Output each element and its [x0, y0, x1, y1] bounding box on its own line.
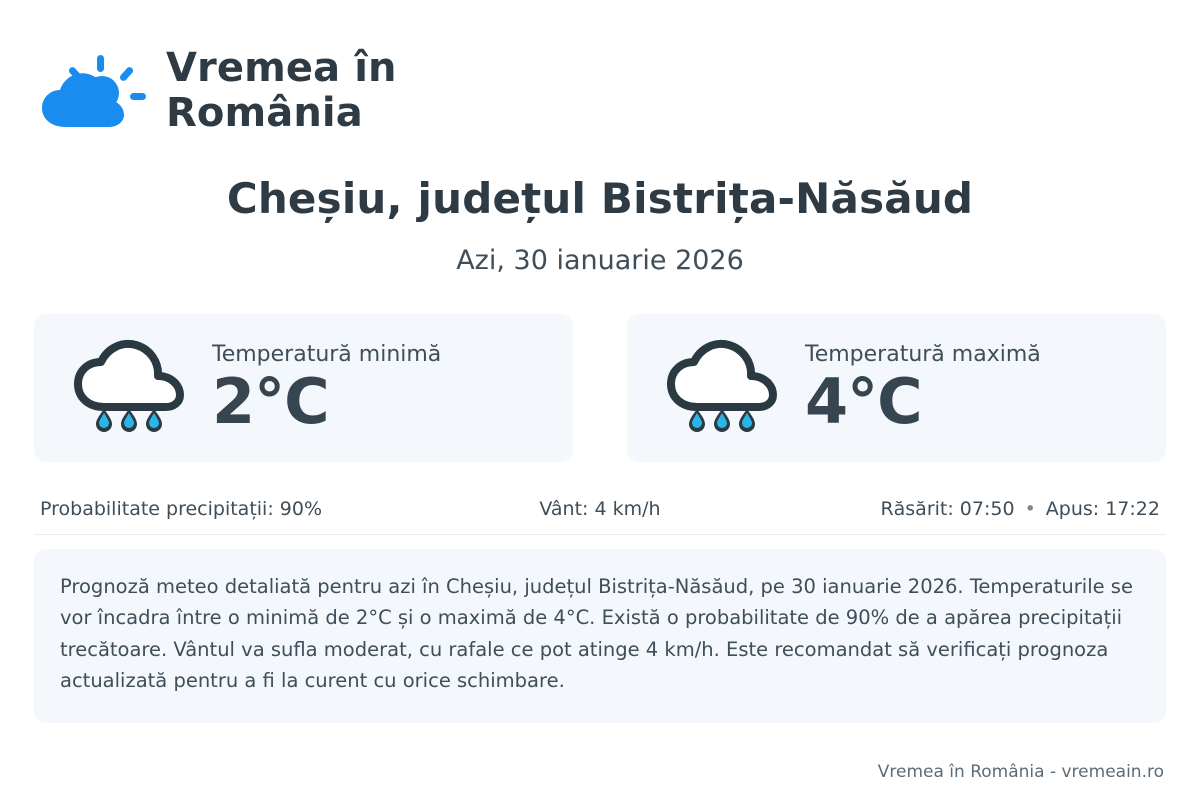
weather-stats: [0, 498, 1200, 520]
rain-cloud-icon: [70, 335, 190, 441]
page-title: Cheșiu, județul Bistrița-Năsăud: [226, 173, 974, 223]
max-temperature-value: 4°C: [805, 364, 922, 438]
sunset-value: Apus: 17:22: [1045, 497, 1160, 520]
rain-cloud-icon: [663, 335, 783, 441]
wind-stat: Vânt: 4 km/h: [539, 497, 661, 520]
stat-separator: •: [1024, 497, 1036, 520]
divider: [34, 534, 1166, 535]
footer-attribution: Vremea în România - vremeain.ro: [877, 762, 1164, 782]
min-temperature-value: 2°C: [212, 364, 329, 438]
min-temperature-card: [34, 314, 573, 462]
forecast-description-box: [34, 549, 1166, 723]
sunrise-value: Răsărit: 07:50: [880, 497, 1015, 520]
max-temperature-card: [627, 314, 1166, 462]
max-temperature-label: Temperatură maximă: [805, 341, 1041, 367]
forecast-description: Prognoză meteo detaliată pentru azi în Cheșiu, județul Bistrița-Năsăud, pe 30 ianuarie 2026. Temperaturile se vor încadra între o minimă de 2°C și o maximă de 4°C. Există o probabilitate de 90% de a apărea precipitații trecătoare. Vântul va sufla moderat, cu rafale ce pot atinge 4 km/h. Este recomandat să verificați prognoza actualizată pentru a fi la curent cu orice schimbare.: [60, 574, 1133, 693]
sun-behind-cloud-icon: [38, 49, 148, 133]
sun-times-stat: [787, 498, 1160, 520]
min-temperature-label: Temperatură minimă: [212, 341, 442, 367]
date-subtitle: Azi, 30 ianuarie 2026: [456, 244, 744, 276]
brand-title: Vremea în România: [166, 45, 397, 136]
brand-header: [0, 0, 1200, 136]
precipitation-stat: Probabilitate precipitații: 90%: [40, 497, 322, 520]
min-temperature-text: [212, 341, 442, 438]
temperature-cards: [0, 314, 1200, 462]
max-temperature-text: [805, 341, 1041, 438]
